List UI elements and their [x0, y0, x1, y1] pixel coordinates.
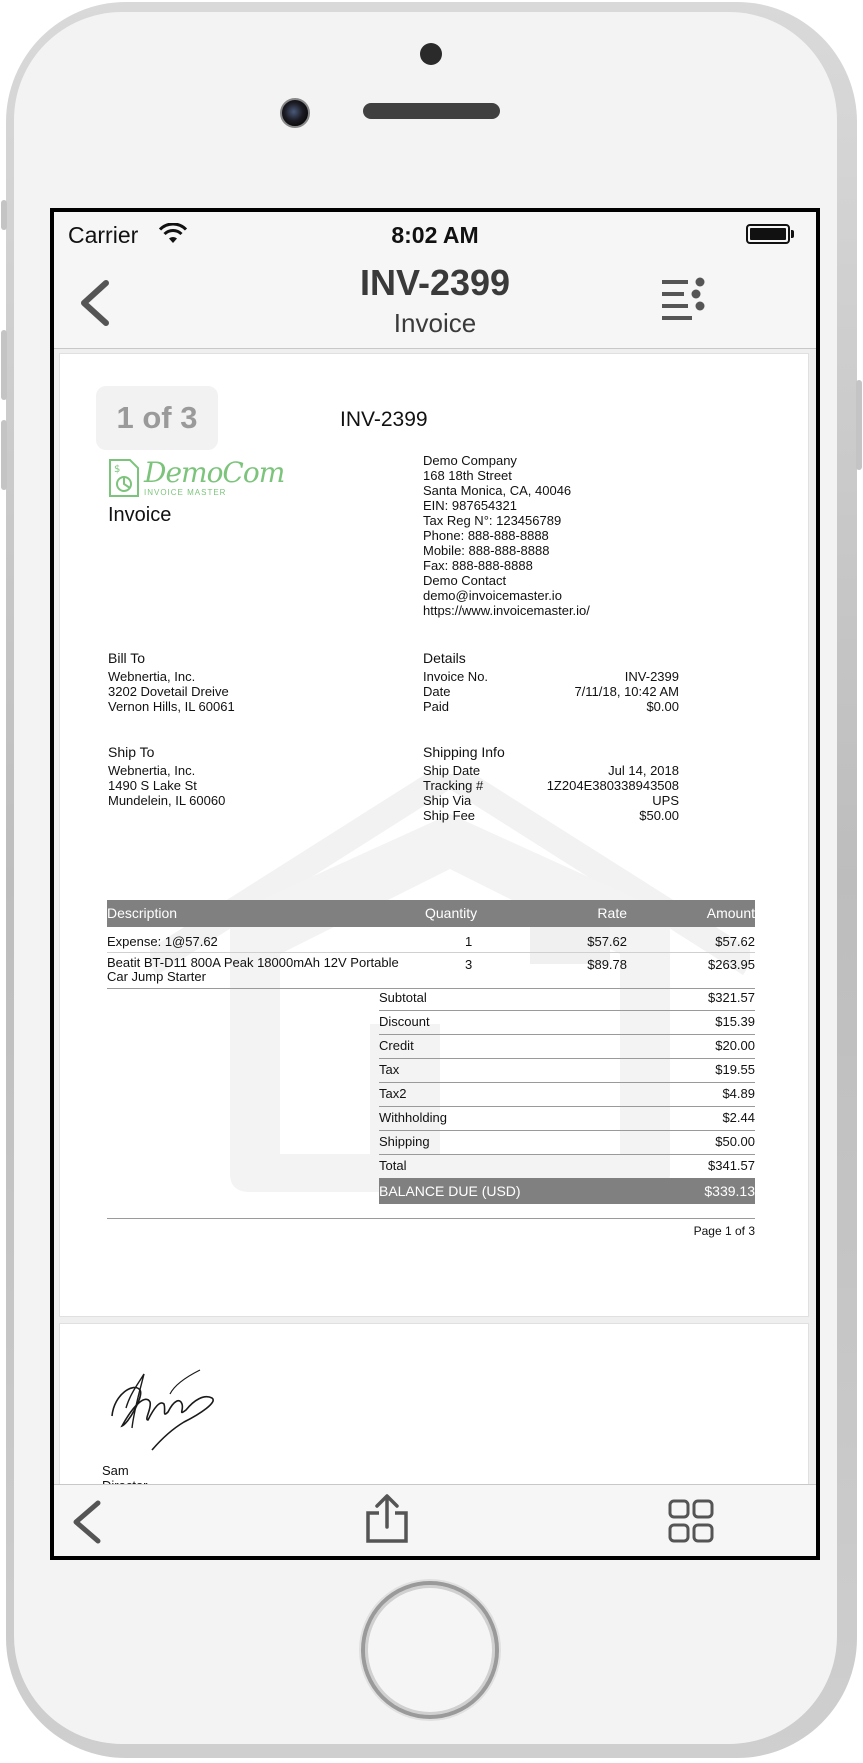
carrier-label: Carrier: [68, 222, 139, 248]
earpiece-speaker: [363, 103, 500, 119]
company-logo: [108, 456, 285, 500]
items-table-header: [107, 900, 755, 927]
details-label: Paid: [423, 699, 450, 714]
tracking-number: 1Z204E380338943508: [546, 778, 679, 793]
details-block: [423, 650, 679, 713]
totals-value: $321.57: [708, 990, 755, 1005]
totals-value: $15.39: [715, 1014, 755, 1029]
totals-label: Credit: [379, 1038, 414, 1053]
balance-due-value: $339.13: [704, 1183, 755, 1199]
shipping-label: Ship Date: [423, 763, 481, 778]
totals-label: Total: [379, 1158, 407, 1173]
totals-label: Tax: [379, 1062, 400, 1077]
svg-text:$: $: [114, 464, 121, 475]
details-label: Date: [423, 684, 451, 699]
totals-label: Shipping: [379, 1134, 430, 1149]
table-row: [107, 954, 755, 989]
document-icon: [108, 458, 140, 498]
shipping-info-heading: Shipping Info: [423, 744, 505, 760]
company-website[interactable]: https://www.invoicemaster.io/: [423, 603, 590, 618]
home-button[interactable]: [361, 1581, 499, 1719]
proximity-sensor: [420, 43, 442, 65]
ship-to-block: [108, 744, 368, 807]
details-value: 7/11/18, 10:42 AM: [574, 684, 679, 699]
details-heading: Details: [423, 650, 466, 666]
battery-tip: [791, 230, 794, 238]
totals-value: $2.44: [722, 1110, 755, 1125]
company-line: Fax: 888-888-8888: [423, 558, 533, 573]
totals-value: $341.57: [708, 1158, 755, 1173]
shipping-value: Jul 14, 2018: [608, 763, 679, 778]
shipping-row: [423, 792, 679, 807]
status-bar: [54, 212, 816, 256]
nav-title: INV-2399: [359, 262, 511, 303]
item-quantity: 3: [465, 957, 473, 972]
company-email[interactable]: demo@invoicemaster.io: [423, 588, 562, 603]
bill-to-line: Vernon Hills, IL 60061: [108, 699, 235, 714]
invoice-page-1: [60, 354, 808, 1316]
share-icon[interactable]: [364, 1493, 410, 1545]
invoice-number-heading: INV-2399: [340, 408, 428, 431]
totals-row: [379, 1082, 755, 1107]
list-menu-icon[interactable]: [660, 274, 708, 322]
shipping-label: Ship Fee: [423, 808, 476, 823]
item-amount: $263.95: [708, 957, 755, 972]
item-rate: $89.78: [587, 957, 627, 972]
col-amount: Amount: [706, 905, 755, 921]
front-camera: [280, 98, 310, 128]
clock: 8:02 AM: [391, 222, 479, 248]
ship-to-line: Mundelein, IL 60060: [108, 793, 226, 808]
shipping-row: [423, 777, 679, 792]
shipping-value: $50.00: [639, 808, 679, 823]
totals-row: [379, 1154, 755, 1178]
company-line: Mobile: 888-888-8888: [423, 543, 550, 558]
shipping-label: Tracking #: [423, 778, 484, 793]
totals-value: $50.00: [715, 1134, 755, 1149]
totals-value: $4.89: [722, 1086, 755, 1101]
col-quantity: Quantity: [425, 905, 478, 921]
totals-row: [379, 1034, 755, 1059]
mute-switch: [1, 200, 7, 230]
signature-image: [104, 1364, 224, 1454]
totals-row: [379, 1106, 755, 1131]
page-indicator-badge: 1 of 3: [96, 386, 218, 450]
bottom-toolbar: [54, 1484, 816, 1557]
company-line: Santa Monica, CA, 40046: [423, 483, 572, 498]
totals-label: Discount: [379, 1014, 430, 1029]
navigation-bar: [54, 256, 816, 349]
company-line: Demo Contact: [423, 573, 507, 588]
shipping-value: UPS: [652, 793, 679, 808]
signer-name: Sam: [102, 1463, 129, 1478]
balance-due-row: [379, 1178, 755, 1204]
shipping-row: [423, 807, 679, 822]
grid-view-icon[interactable]: [668, 1499, 714, 1543]
table-row: [107, 930, 755, 953]
power-button: [856, 380, 862, 470]
totals-row: [379, 986, 755, 1011]
volume-up-button: [1, 330, 7, 400]
totals-row: [379, 1130, 755, 1155]
totals-value: $19.55: [715, 1062, 755, 1077]
nav-subtitle: Invoice: [393, 308, 477, 338]
document-title: Invoice: [108, 504, 172, 526]
col-description: Description: [107, 905, 178, 921]
totals-label: Subtotal: [379, 990, 427, 1005]
ship-to-heading: Ship To: [108, 744, 155, 760]
company-line: Phone: 888-888-8888: [423, 528, 549, 543]
shipping-label: Ship Via: [423, 793, 472, 808]
details-row: [423, 668, 679, 683]
footer-divider: [107, 1218, 755, 1219]
company-line: 168 18th Street: [423, 468, 512, 483]
item-rate: $57.62: [587, 934, 627, 949]
battery-icon: [746, 224, 790, 244]
company-line: Demo Company: [423, 453, 517, 468]
details-label: Invoice No.: [423, 669, 489, 684]
logo-tagline: INVOICE MASTER: [144, 488, 227, 497]
page-number: Page 1 of 3: [693, 1224, 755, 1238]
totals-row: [379, 1058, 755, 1083]
item-quantity: 1: [465, 934, 473, 949]
bill-to-heading: Bill To: [108, 650, 146, 666]
col-rate: Rate: [597, 905, 627, 921]
bill-to-line: Webnertia, Inc.: [108, 669, 196, 684]
details-row: [423, 683, 679, 698]
details-value: INV-2399: [624, 669, 679, 684]
company-info: [423, 452, 723, 617]
details-value: $0.00: [646, 699, 679, 714]
shipping-info-block: [423, 744, 679, 822]
item-description: Beatit BT-D11 800A Peak 18000mAh 12V Portable Car Jump Starter: [107, 955, 399, 984]
totals-label: Tax2: [379, 1086, 407, 1101]
bill-to-line: 3202 Dovetail Dreive: [108, 684, 229, 699]
bill-to-block: [108, 650, 368, 713]
company-line: Tax Reg N°: 123456789: [423, 513, 562, 528]
screen: [50, 208, 820, 1560]
shipping-row: [423, 762, 679, 777]
balance-due-label: BALANCE DUE (USD): [379, 1183, 521, 1199]
item-description: Expense: 1@57.62: [107, 934, 218, 949]
item-amount: $57.62: [715, 934, 755, 949]
totals-value: $20.00: [715, 1038, 755, 1053]
totals-label: Withholding: [379, 1110, 447, 1125]
totals-row: [379, 1010, 755, 1035]
ship-to-line: Webnertia, Inc.: [108, 763, 196, 778]
logo-brand: DemoCom: [144, 456, 285, 489]
volume-down-button: [1, 420, 7, 490]
previous-page-icon[interactable]: [68, 1499, 104, 1545]
company-line: EIN: 987654321: [423, 498, 517, 513]
ship-to-line: 1490 S Lake St: [108, 778, 197, 793]
details-row: [423, 698, 679, 713]
